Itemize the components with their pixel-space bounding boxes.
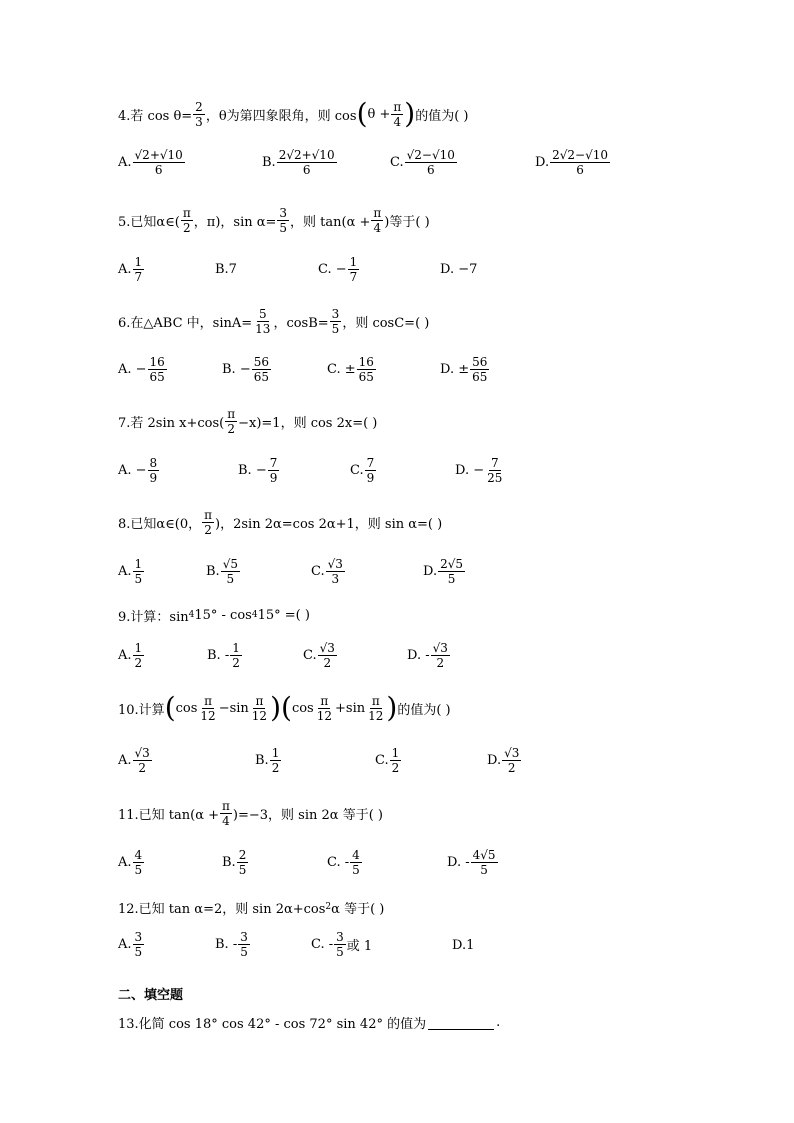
q12-option-d: D.1 xyxy=(452,938,475,953)
q8-option-b: B. $\frac{√5}{5}$ xyxy=(206,557,238,586)
q11-frac1: $\frac{\pi}{4}$ xyxy=(222,798,230,828)
q6-option-b: B. − $\frac{56}{65}$ xyxy=(222,355,269,384)
q10-sin1: −sin xyxy=(218,700,249,716)
q10-cos1: cos xyxy=(175,700,198,716)
q6-mid: ，cosB= xyxy=(273,315,329,331)
q10-paren1-r: ) xyxy=(270,691,282,724)
q10-frac4: $\frac{\pi}{12}$ xyxy=(368,693,384,723)
q5-mid: ，π)，sin α= xyxy=(193,214,277,230)
q7-tail: −x)=1，则 cos 2x=( ) xyxy=(238,415,378,431)
question-5 xyxy=(118,205,430,235)
q12-option-a: A. $\frac{3}{5}$ xyxy=(118,930,143,959)
q7-text: 7.若 2sin x+cos( xyxy=(118,415,225,431)
q6-option-c: C. ± $\frac{16}{65}$ xyxy=(327,355,374,384)
answer-blank[interactable] xyxy=(428,1015,494,1030)
q4-option-d: D. $\frac{2√2-√10}{6}$ xyxy=(535,148,608,177)
q11-option-a: A. $\frac{4}{5}$ xyxy=(118,848,143,877)
q8-option-a: A. $\frac{1}{5}$ xyxy=(118,557,143,586)
question-8 xyxy=(118,507,442,537)
q8-tail: )，2sin 2α=cos 2α+1，则 sin α=( ) xyxy=(215,516,443,532)
q12-sup1: 2 xyxy=(325,902,332,912)
question-10 xyxy=(118,693,451,723)
q10-paren1-l: ( xyxy=(164,691,176,724)
question-11 xyxy=(118,798,383,828)
q12-option-b: B. - $\frac{3}{5}$ xyxy=(215,930,248,959)
q5-frac1: $\frac{\pi}{2}$ xyxy=(182,205,191,235)
q4-option-b: B. $\frac{2√2+√10}{6}$ xyxy=(262,148,335,177)
q9-option-a: A. $\frac{1}{2}$ xyxy=(118,641,143,670)
q5-option-b: B.7 xyxy=(215,262,237,277)
q6-option-a: A. − $\frac{16}{65}$ xyxy=(118,355,165,384)
question-13 xyxy=(118,1007,500,1037)
q12-option-c: C. - $\frac{3}{5}$ 或 1 xyxy=(311,930,373,959)
q10-paren2-l: ( xyxy=(281,691,292,724)
q4-text: 4.若 cos θ= xyxy=(118,108,193,124)
q12-tail: α 等于( ) xyxy=(331,901,385,917)
q10-option-b: B. $\frac{1}{2}$ xyxy=(255,746,280,775)
q12-text: 12.已知 tan α=2，则 sin 2α+cos xyxy=(118,901,326,917)
q10-cos2: cos xyxy=(291,700,314,716)
q4-inner-frac: $\frac{\pi}{4}$ xyxy=(393,99,402,129)
q8-text: 8.已知α∈(0， xyxy=(118,516,202,532)
q7-frac1: $\frac{\pi}{2}$ xyxy=(227,406,236,436)
q4-tail: 的值为( ) xyxy=(415,108,469,124)
q5-text: 5.已知α∈( xyxy=(118,214,180,230)
q9-option-d: D. - $\frac{√3}{2}$ xyxy=(407,641,448,670)
q8-option-c: C. $\frac{√3}{3}$ xyxy=(311,557,343,586)
q9-sup1: 4 xyxy=(188,610,195,620)
q10-paren2-r: ) xyxy=(386,691,398,724)
q5-frac2: $\frac{3}{5}$ xyxy=(279,205,288,235)
q9-tail: 15° =( ) xyxy=(257,607,310,623)
q10-text: 10.计算 xyxy=(118,702,165,718)
q10-frac1: $\frac{\pi}{12}$ xyxy=(200,693,216,723)
q5-option-c: C. − $\frac{1}{7}$ xyxy=(318,255,358,284)
q10-option-a: A. $\frac{√3}{2}$ xyxy=(118,746,150,775)
q9-text: 9.计算：sin xyxy=(118,609,189,625)
q6-frac1: $\frac{5}{13}$ xyxy=(255,306,271,336)
q6-text: 6.在△ABC 中，sinA= xyxy=(118,315,253,331)
q8-option-d: D. $\frac{2√5}{5}$ xyxy=(423,557,464,586)
q7-option-b: B. − $\frac{7}{9}$ xyxy=(238,456,278,485)
q5-option-a: A. $\frac{1}{7}$ xyxy=(118,255,143,284)
q4-mid-text: ，θ为第四象限角，则 cos xyxy=(205,108,357,124)
q4-option-c: C. $\frac{√2-√10}{6}$ xyxy=(390,148,455,177)
q10-option-d: D. $\frac{√3}{2}$ xyxy=(487,746,520,775)
q4-frac: $\frac{2}{3}$ xyxy=(195,99,203,129)
q10-frac3: $\frac{\pi}{12}$ xyxy=(316,693,333,723)
q11-tail: )=−3，则 sin 2α 等于( ) xyxy=(232,807,383,823)
q10-option-c: C. $\frac{1}{2}$ xyxy=(375,746,400,775)
q6-frac2: $\frac{3}{5}$ xyxy=(331,306,340,336)
q8-frac1: $\frac{\pi}{2}$ xyxy=(204,507,213,537)
q11-option-d: D. - $\frac{4√5}{5}$ xyxy=(447,848,496,877)
q5-frac3: $\frac{\pi}{4}$ xyxy=(373,205,382,235)
question-9 xyxy=(118,600,310,630)
left-paren: ( xyxy=(356,97,368,130)
right-paren: ) xyxy=(404,97,416,130)
q9-option-b: B. - $\frac{1}{2}$ xyxy=(207,641,240,670)
q11-option-c: C. - $\frac{4}{5}$ xyxy=(327,848,360,877)
q5-tail: )等于( ) xyxy=(384,214,430,230)
q10-sin2: +sin xyxy=(335,700,366,716)
q10-frac2: $\frac{\pi}{12}$ xyxy=(251,693,268,723)
q9-mid: 15° - cos xyxy=(194,607,252,623)
q13-text: 13.化简 cos 18° cos 42° - cos 72° sin 42° 的值为 xyxy=(118,1016,427,1032)
q6-tail: ，则 cosC=( ) xyxy=(342,315,430,331)
q7-option-c: C. $\frac{7}{9}$ xyxy=(350,456,375,485)
question-6 xyxy=(118,306,429,336)
q4-option-a: A. $\frac{√2+√10}{6}$ xyxy=(118,148,183,177)
q11-text: 11.已知 tan(α + xyxy=(118,807,220,823)
q6-option-d: D. ± $\frac{56}{65}$ xyxy=(440,355,488,384)
q10-tail: 的值为( ) xyxy=(397,702,451,718)
q5-mid2: ，则 tan(α + xyxy=(290,214,371,230)
question-7 xyxy=(118,406,377,436)
q11-option-b: B. $\frac{2}{5}$ xyxy=(222,848,247,877)
q9-sup2: 4 xyxy=(251,610,258,620)
q7-option-d: D. − $\frac{7}{25}$ xyxy=(455,456,503,485)
q7-option-a: A. − $\frac{8}{9}$ xyxy=(118,456,158,485)
q4-inner: θ + xyxy=(367,106,391,122)
section-heading: 二、填空题 xyxy=(118,987,184,1003)
question-4 xyxy=(118,99,468,129)
q9-option-c: C. $\frac{√3}{2}$ xyxy=(303,641,335,670)
q5-option-d: D. −7 xyxy=(440,262,478,277)
q13-end: . xyxy=(496,1014,501,1030)
question-12 xyxy=(118,892,384,922)
